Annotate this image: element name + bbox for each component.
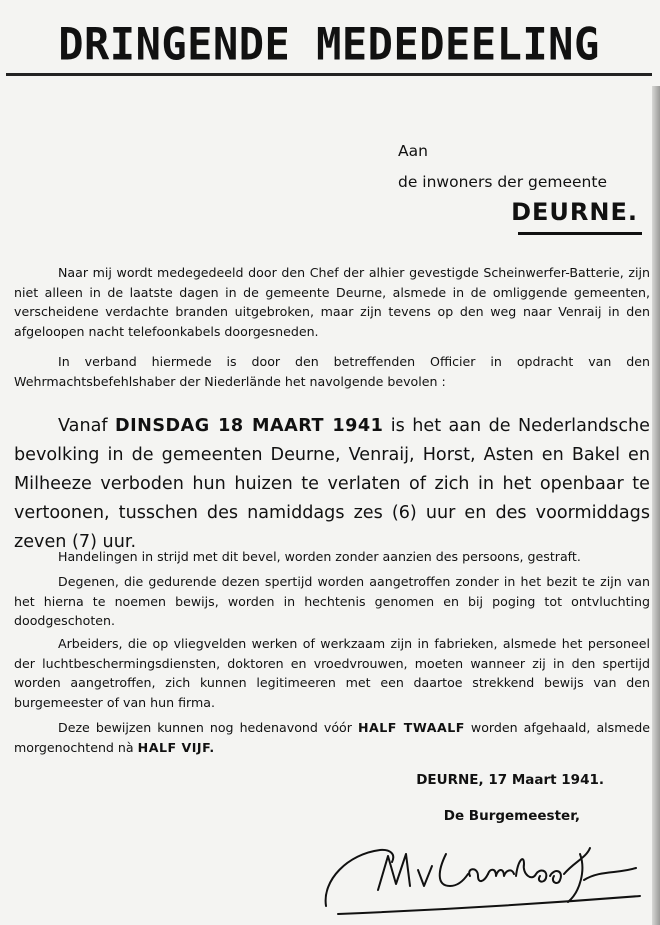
paragraph-order-intro	[14, 352, 650, 391]
binding-gutter	[652, 86, 660, 925]
paragraph-arrest-text: Degenen, die gedurende dezen spertijd worden aangetroffen zonder in het bezit te zijn van het hierna te noemen bewijs, worden in hechtenis genomen en bij poging tot ontvluchting doodgeschoten.	[14, 574, 650, 628]
address-line-2: de inwoners der gemeente	[398, 173, 607, 191]
pickup-part-1: Deze bewijzen kunnen nog hedenavond vóór	[58, 720, 352, 735]
decree-lead: Vanaf	[58, 415, 108, 436]
paragraph-penalty	[14, 547, 650, 567]
signatory-role: De Burgemeester,	[443, 808, 580, 824]
pickup-part-2: worden afgehaald, alsmede morgenochtend nà	[14, 720, 650, 755]
address-line-1: Aan	[398, 142, 428, 160]
municipality-underline	[518, 232, 642, 235]
pickup-time-2: HALF VIJF.	[137, 739, 215, 755]
paragraph-exemptions	[14, 634, 650, 712]
mayor-signature	[318, 840, 648, 922]
paragraph-exemptions-text: Arbeiders, die op vliegvelden werken of werkzaam zijn in fabrieken, alsmede het personeel der luchtbeschermingsdiensten, doktoren en vroedvrouwen, moeten wanneer zij in den spertijd worden aangetroffen, zich kunnen legitimeeren met een daartoe strekkend bewijs van den burgemeester of van hun firma.	[14, 636, 650, 710]
paragraph-report-text: Naar mij wordt medegedeeld door den Chef der alhier gevestigde Scheinwerfer-Batterie, zijn niet alleen in de laatste dagen in de gemeente Deurne, alsmede in de omliggende gemeenten, verscheidene verdachte branden uitgebroken, maar zijn tevens op den weg naar Venraij in den afgeloopen nacht telefoonkabels doorgesneden.	[14, 265, 650, 339]
decree-date: DINSDAG 18 MAART 1941	[114, 415, 384, 436]
paragraph-penalty-text: Handelingen in strijd met dit bevel, worden zonder aanzien des persoons, gestraft.	[58, 549, 581, 564]
title-divider	[6, 73, 652, 76]
address-municipality: DEURNE.	[511, 198, 638, 226]
decree-text: is het aan de Nederlandsche bevolking in de gemeenten Deurne, Venraij, Horst, Asten en Bakel en Milheeze verboden hun huizen te verlaten of zich in het openbaar te vertoonen, tusschen des namiddags zes (6) uur en des voormiddags zeven (7) uur.	[14, 415, 650, 552]
paragraph-order-intro-text: In verband hiermede is door den betreffenden Officier in opdracht van den Wehrmachtsbefehlshaber der Niederlände het navolgende bevolen :	[14, 354, 650, 389]
paragraph-pickup	[14, 718, 650, 757]
notice-title: DRINGENDE MEDEDEELING	[58, 18, 600, 71]
place-and-date: DEURNE, 17 Maart 1941.	[416, 772, 604, 788]
paragraph-report	[14, 263, 650, 341]
paragraph-arrest	[14, 572, 650, 631]
pickup-time-1: HALF TWAALF	[357, 720, 465, 735]
